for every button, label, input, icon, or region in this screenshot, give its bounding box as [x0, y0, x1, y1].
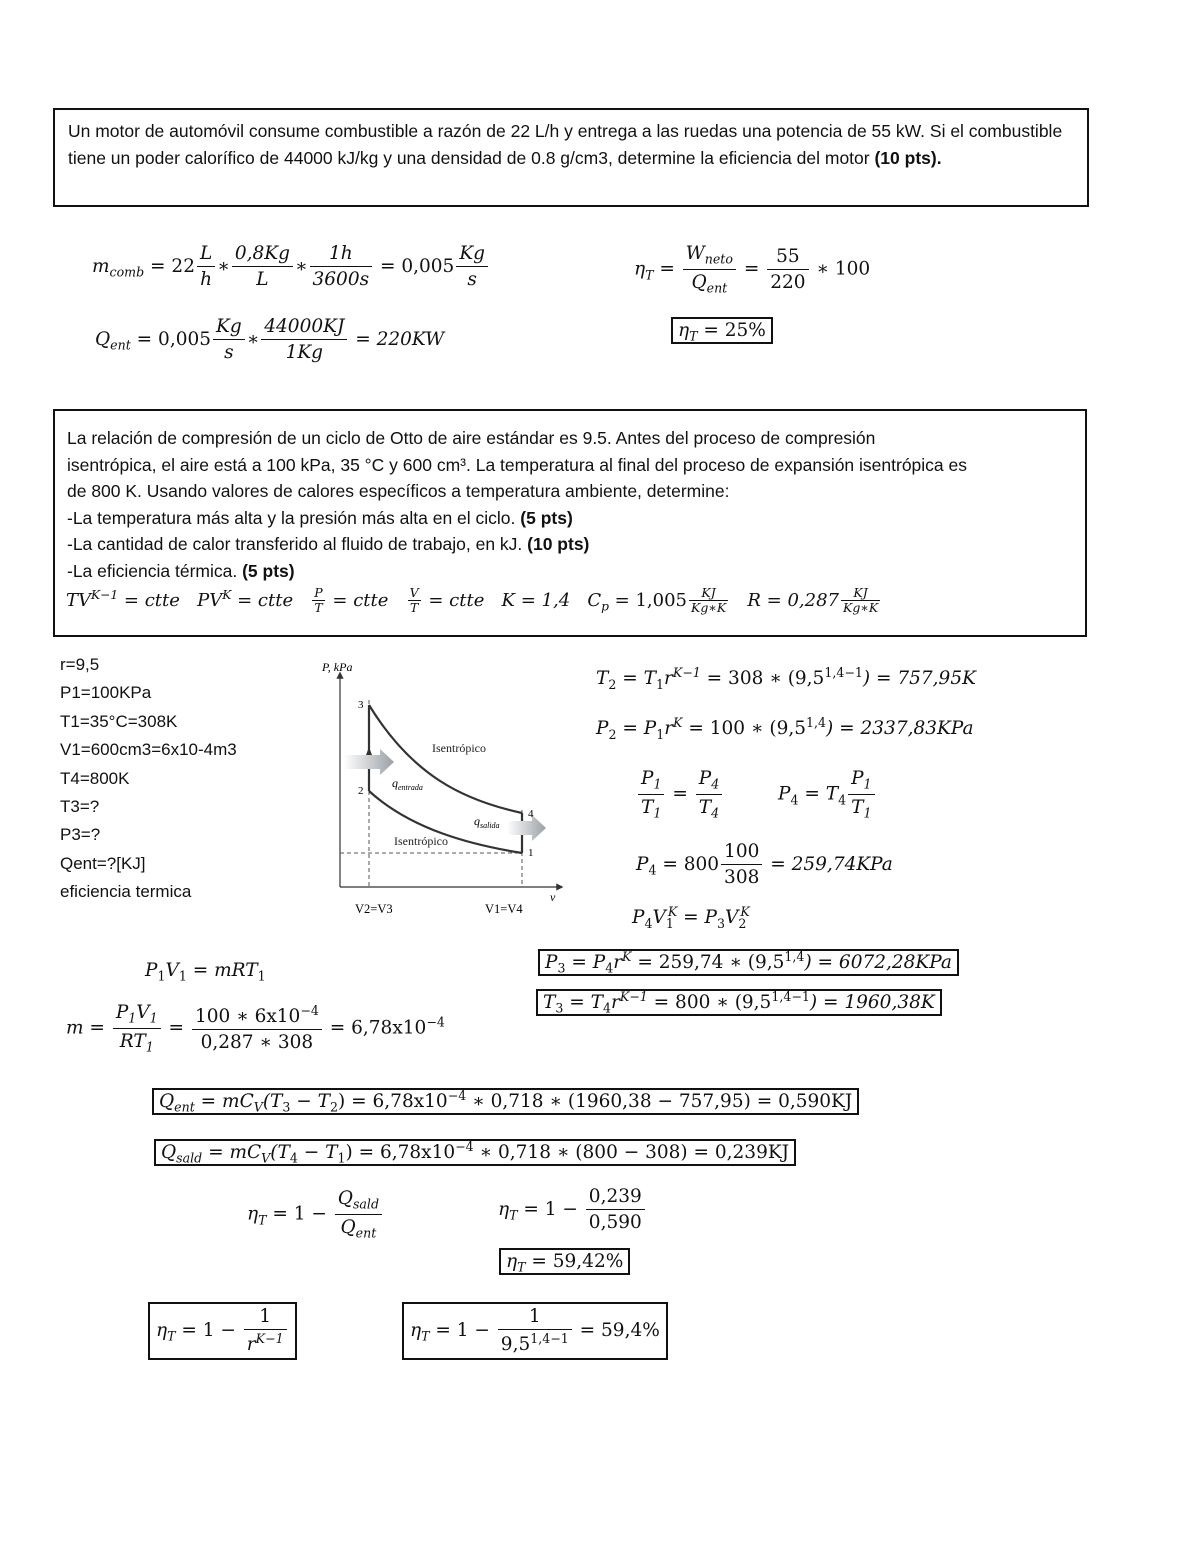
eq-p4v1: $P_4V_1^K = P_3V_2^K$ [632, 904, 750, 931]
eq-t2: $T_2 = T_1r^{K-1} = 308$ ∗ $(9,5^{1,4-1}) = 757,95K$ [596, 665, 976, 692]
eq-efficiency-otto-formula: $\eta_T = 1$ − $\frac{1}{r^{K-1}}$ [148, 1302, 297, 1360]
isentropic-label-top: Isentrópico [432, 741, 486, 755]
efficiency-result-2: $\eta_T = 59,42\%$ [499, 1251, 630, 1275]
given-item: Qent=?[KJ] [60, 853, 146, 873]
problem2-line-6: -La eficiencia térmica. (5 pts) [67, 560, 295, 581]
eq-mass-flow: $m_{comb} = 22$ $\frac{L}{h}$ ∗ $\frac{0,8Kg}{L}$ ∗ $\frac{1h}{3600s}$ = 0,005 $\frac{Kg}{s}$ [92, 243, 490, 291]
relations-line: $TV^{K-1}$ = ctte $PV^K$ = ctte $\frac{P}{T}$ = ctte $\frac{V}{T}$ = ctte K = 1,4 $C_p = 1,005$ $\frac{KJ}{Kg∗K}$ R = 0,287 $\frac{KJ}{Kg∗K}$ [66, 585, 879, 616]
problem2-line-4: -La temperatura más alta y la presión más alta en el ciclo. (5 pts) [67, 507, 573, 528]
v1-v4-label: V1=V4 [485, 902, 523, 916]
eq-p2: $P_2 = P_1r^K = 100$ ∗ $(9,5^{1,4}) = 2337,83KPa$ [596, 715, 974, 742]
eq-heat-input: $Q_{ent} = 0,005$ $\frac{Kg}{s}$ ∗ $\frac{44000KJ}{1Kg}$ = 220KW [95, 316, 445, 364]
given-item: T1=35°C=308K [60, 711, 178, 731]
eq-qent-result: $Q_{ent} = mC_V(T_3 - T_2) = 6,78x10^{-4}$ ∗ 0,718 ∗ (1960,38 − 757,95) = 0,590KJ [152, 1088, 859, 1115]
problem2-line-2: isentrópica, el aire está a 100 kPa, 35 °C y 600 cm³. La temperatura al final del proceso de expansión isentrópica es [67, 454, 968, 475]
eq-p3-result: $P_3 = P_4r^K = 259,74$ ∗ $(9,5^{1,4}) = 6072,28KPa$ [538, 949, 959, 976]
given-item: P1=100KPa [60, 683, 152, 703]
eq-efficiency-1: $\eta_T$ = $\frac{W_{neto}}{Q_{ent}}$ = $\frac{55}{220}$ ∗ 100 [634, 243, 871, 296]
q-in-label: $q_{entrada}$ [392, 776, 423, 792]
given-item: eficiencia termica [60, 882, 192, 902]
eq-ideal-gas: $P_1V_1 = mRT_1$ [145, 960, 266, 984]
point-label: 1 [528, 847, 534, 859]
given-item: T3=? [60, 797, 100, 817]
x-axis-label: v [550, 890, 556, 904]
eq-t3-result: $T_3 = T_4r^{K-1} = 800$ ∗ $(9,5^{1,4-1}) = 1960,38K$ [536, 989, 942, 1016]
given-item: T4=800K [60, 768, 130, 788]
given-item: r=9,5 [60, 655, 100, 674]
problem2-line-1: La relación de compresión de un ciclo de Otto de aire estándar es 9.5. Antes del proceso de compresión [67, 428, 876, 448]
eq-p4-expression: $P_4 = T_4$ $\frac{P_1}{T_1}$ [778, 768, 877, 821]
eq-qsal-result: $Q_{sald} = mC_V(T_4 - T_1) = 6,78x10^{-4}$ ∗ 0,718 ∗ (800 − 308) = 0,239KJ [154, 1139, 796, 1166]
point-label: 3 [358, 699, 364, 711]
eq-mass: m = $\frac{P_1V_1}{RT_1}$ = $\frac{100 ∗ 6x10^{-4}}{0,287 ∗ 308}$ = $6,78x10^{-4}$ [66, 1002, 445, 1055]
problem2-line-5: -La cantidad de calor transferido al fluido de trabajo, en kJ. (10 pts) [67, 534, 590, 554]
problem1-statement: Un motor de automóvil consume combustible a razón de 22 L/h y entrega a las ruedas una potencia de 55 kW. Si el combustible tiene un poder calorífico de 44000 kJ/kg y una densidad de 0.8 g/cm3, determine la eficiencia del motor (10 pts). [68, 121, 1063, 168]
v2-v3-label: V2=V3 [355, 902, 393, 916]
eq-efficiency-otto-value: $\eta_T = 1$ − $\frac{1}{9,5^{1,4-1}}$ = 59,4% [402, 1302, 668, 1360]
eq-ratio-p-t: $\frac{P_1}{T_1}$ = $\frac{P_4}{T_4}$ [636, 768, 724, 821]
eq-efficiency-values: $\eta_T = 1$ − $\frac{0,239}{0,590}$ [498, 1186, 647, 1234]
given-item: V1=600cm3=6x10-4m3 [60, 740, 237, 760]
given-item: P3=? [60, 825, 101, 845]
efficiency-result-1: $\eta_T = 25\%$ [671, 320, 773, 344]
point-label: 2 [358, 785, 364, 797]
given-data-list [60, 651, 237, 907]
isentropic-label-bottom: Isentrópico [394, 834, 448, 848]
point-label: 4 [528, 808, 534, 820]
problem2-statement [67, 425, 1077, 584]
eq-p4-value: $P_4 = 800$ $\frac{100}{308}$ = 259,74KPa [636, 841, 893, 889]
eq-efficiency-heat: $\eta_T = 1$ − $\frac{Q_{sald}}{Q_{ent}}$ [247, 1188, 384, 1241]
problem2-line-3: de 800 K. Usando valores de calores específicos a temperatura ambiente, determine: [67, 481, 730, 501]
otto-cycle-pv-diagram [282, 655, 582, 920]
y-axis-label: P, kPa [322, 660, 353, 674]
q-out-label: $q_{salida}$ [474, 814, 500, 830]
